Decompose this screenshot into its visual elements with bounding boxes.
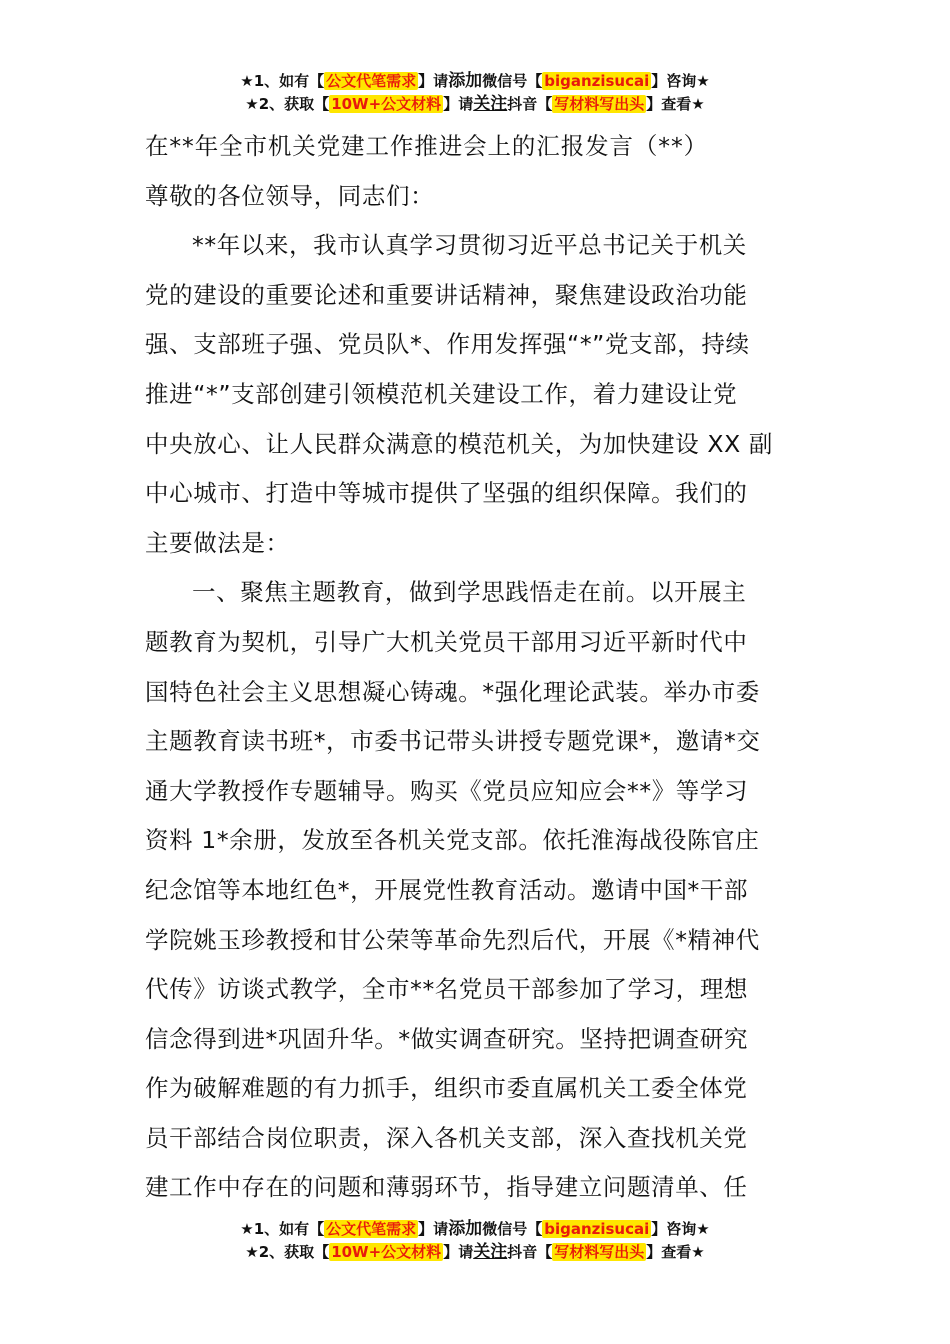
ad-text: 微信号【 — [482, 1220, 543, 1238]
ad-text: 】请 — [443, 95, 474, 113]
paragraph-line: 主要做法是： — [145, 528, 290, 557]
ad-highlight: biganzisucai — [544, 72, 650, 90]
footer-ad-line-2 — [0, 1241, 950, 1263]
ad-text: 】请 — [418, 72, 449, 90]
ad-text: 关注 — [473, 1242, 508, 1262]
paragraph-line: 一、聚焦主题教育，做到学思践悟走在前。以开展主 — [192, 578, 747, 607]
paragraph-line: 推进“*”支部创建引领模范机关建设工作，着力建设让党 — [145, 379, 738, 408]
ad-highlight: 写材料写出头 — [554, 95, 645, 113]
ad-highlight: 10W+公文材料 — [331, 95, 442, 113]
paragraph-line: 代传》访谈式教学，全市**名党员干部参加了学习，理想 — [145, 975, 749, 1004]
ad-text: 抖音【 — [507, 95, 553, 113]
paragraph-line: 建工作中存在的问题和薄弱环节，指导建立问题清单、任 — [145, 1173, 748, 1202]
ad-text: 关注 — [473, 94, 508, 114]
paragraph-line: 学院姚玉珍教授和甘公荣等革命先烈后代，开展《*精神代 — [145, 925, 760, 954]
paragraph-1 — [145, 221, 807, 568]
ad-text: 】咨询★ — [651, 1220, 710, 1238]
ad-text: 添加 — [448, 1219, 483, 1239]
document-title: 在**年全市机关党建工作推进会上的汇报发言（**） — [145, 132, 708, 160]
ad-highlight: 公文代笔需求 — [326, 72, 417, 90]
ad-text: ★1、如有【 — [240, 72, 325, 90]
ad-highlight: 写材料写出头 — [554, 1243, 645, 1261]
ad-text: ★2、获取【 — [245, 95, 330, 113]
paragraph-line: 强、支部班子强、党员队*、作用发挥强“*”党支部，持续 — [145, 330, 750, 359]
ad-text: 】请 — [418, 1220, 449, 1238]
paragraph-line: 员干部结合岗位职责，深入各机关支部，深入查找机关党 — [145, 1123, 748, 1152]
ad-highlight: 公文代笔需求 — [326, 1220, 417, 1238]
ad-text: 微信号【 — [482, 72, 543, 90]
paragraph-line: 主题教育读书班*，市委书记带头讲授专题党课*，邀请*交 — [145, 727, 761, 756]
ad-text: 抖音【 — [507, 1243, 553, 1261]
header-ad-line-2 — [0, 93, 950, 115]
paragraph-line: 通大学教授作专题辅导。购买《党员应知应会**》等学习 — [145, 776, 749, 805]
paragraph-2 — [145, 568, 807, 1213]
salutation: 尊敬的各位领导，同志们： — [145, 181, 435, 210]
header-ad-line-1 — [0, 70, 950, 92]
ad-text: 添加 — [448, 71, 483, 91]
paragraph-line: 党的建设的重要论述和重要讲话精神，聚焦建设政治功能 — [145, 280, 748, 309]
document-body — [145, 122, 807, 1213]
ad-text: 】咨询★ — [651, 72, 710, 90]
ad-highlight: biganzisucai — [544, 1220, 650, 1238]
paragraph-line: 纪念馆等本地红色*，开展党性教育活动。邀请中国*干部 — [145, 875, 749, 904]
footer-ad-line-1 — [0, 1218, 950, 1240]
ad-text: ★2、获取【 — [245, 1243, 330, 1261]
paragraph-line: **年以来，我市认真学习贯彻习近平总书记关于机关 — [192, 231, 747, 260]
ad-highlight: 10W+公文材料 — [331, 1243, 442, 1261]
ad-text: 】查看★ — [646, 95, 705, 113]
paragraph-line: 资料 1*余册，发放至各机关党支部。依托淮海战役陈官庄 — [145, 826, 760, 855]
paragraph-line: 中央放心、让人民群众满意的模范机关，为加快建设 XX 副 — [145, 429, 773, 458]
ad-text: ★1、如有【 — [240, 1220, 325, 1238]
paragraph-line: 中心城市、打造中等城市提供了坚强的组织保障。我们的 — [145, 479, 748, 508]
ad-text: 】查看★ — [646, 1243, 705, 1261]
ad-text: 】请 — [443, 1243, 474, 1261]
paragraph-line: 信念得到进*巩固升华。*做实调查研究。坚持把调查研究 — [145, 1024, 749, 1053]
paragraph-line: 题教育为契机，引导广大机关党员干部用习近平新时代中 — [145, 627, 748, 656]
paragraph-line: 作为破解难题的有力抓手，组织市委直属机关工委全体党 — [145, 1074, 748, 1103]
paragraph-line: 国特色社会主义思想凝心铸魂。*强化理论武装。举办市委 — [145, 677, 760, 706]
